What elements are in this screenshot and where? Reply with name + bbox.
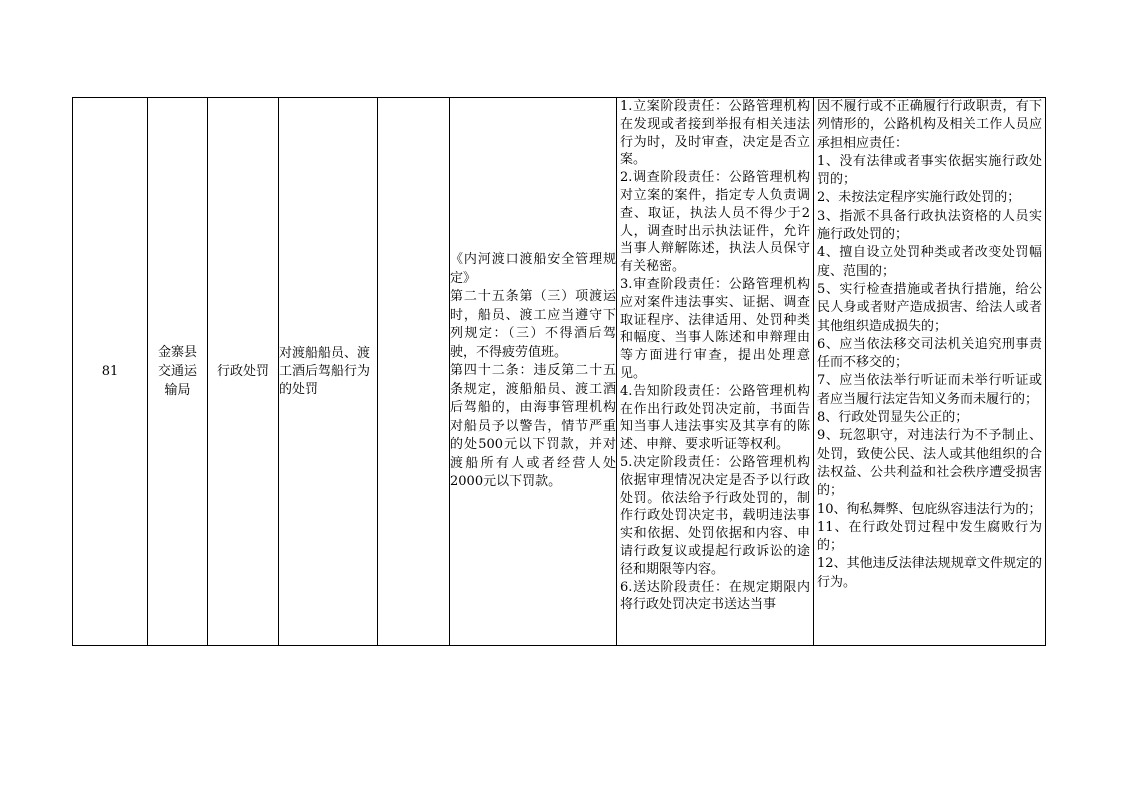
department-cell: 金寨县交通运输局 <box>148 98 208 646</box>
basis-paragraph: 《内河渡口渡船安全管理规定》 <box>450 252 616 286</box>
accountability-item: 8、行政处罚显失公正的； <box>817 410 969 426</box>
responsibility-item: 5.决定阶段责任：公路管理机构依据审理情况决定是否予以行政处罚。依法给予行政处罚的，制作行政处罚决定书，载明违法事实和依据、处罚依据和内容、申请行政复议或提起行政诉讼的途径和期限等内容。 <box>620 454 810 577</box>
responsibility-item: 3.审查阶段责任：公路管理机构应对案件违法事实、证据、调查取证程序、法律适用、处罚种类和幅度、当事人陈述和申辩理由等方面进行审查，提出处理意见。 <box>620 276 810 381</box>
accountability-item: 2、未按法定程序实施行政处罚的； <box>817 190 1021 206</box>
table-row <box>73 98 1046 646</box>
basis-paragraph: 第四十二条：违反第二十五条规定，渡船船员、渡工酒后驾船的，由海事管理机构对船员予以警告，情节严重的处500元以下罚款，并对渡船所有人或者经营人处2000元以下罚款。 <box>450 363 616 490</box>
accountability-item: 1、没有法律或者事实依据实施行政处罚的； <box>817 153 1042 188</box>
responsibility-cell <box>617 98 814 646</box>
accountability-item: 6、应当依法移交司法机关追究刑事责任而不移交的； <box>817 336 1042 371</box>
accountability-cell <box>814 98 1046 646</box>
accountability-item: 9、玩忽职守，对违法行为不予制止、处罚，致使公民、法人或其他组织的合法权益、公共利益和社会秩序遭受损害的； <box>817 428 1042 499</box>
responsibility-item: 6.送达阶段责任：在规定期限内将行政处罚决定书送达当事 <box>620 579 810 613</box>
basis-paragraph: 第二十五条第（三）项渡运时，船员、渡工应当遵守下列规定：（三）不得酒后驾驶，不得疲劳值班。 <box>450 289 616 360</box>
accountability-item: 3、指派不具备行政执法资格的人员实施行政处罚的； <box>817 208 1042 243</box>
power-item-cell: 对渡船船员、渡工酒后驾船行为的处罚 <box>279 98 378 646</box>
row-number: 81 <box>73 98 148 646</box>
accountability-item: 12、其他违反法律法规规章文件规定的行为。 <box>817 556 1042 590</box>
legal-basis-cell <box>450 98 617 646</box>
power-type-cell: 行政处罚 <box>208 98 279 646</box>
responsibility-item: 4.告知阶段责任：公路管理机构在作出行政处罚决定前，书面告知当事人违法事实及其享有的陈述、申辩、要求听证等权利。 <box>620 383 810 453</box>
responsibility-item: 1.立案阶段责任：公路管理机构在发现或者接到举报有相关违法行为时，及时审查，决定是否立案。 <box>620 99 810 168</box>
accountability-item: 11、在行政处罚过程中发生腐败行为的； <box>817 519 1042 554</box>
subitem-cell <box>378 98 450 646</box>
accountability-item: 7、应当依法举行听证而未举行听证或者应当履行法定告知义务而未履行的； <box>817 373 1042 407</box>
accountability-item: 4、擅自设立处罚种类或者改变处罚幅度、范围的； <box>817 245 1042 279</box>
power-list-table <box>72 97 1046 646</box>
accountability-item: 10、徇私舞弊、包庇纵容违法行为的； <box>817 501 1042 517</box>
responsibility-item: 2.调查阶段责任：公路管理机构对立案的案件，指定专人负责调查、取证，执法人员不得少于2人，调查时出示执法证件，允许当事人辩解陈述，执法人员保守有关秘密。 <box>620 170 810 275</box>
accountability-item: 因不履行或不正确履行行政职责，有下列情形的，公路机构及相关工作人员应承担相应责任： <box>817 99 1042 151</box>
accountability-item: 5、实行检查措施或者执行措施，给公民人身或者财产造成损害、给法人或者其他组织造成损失的； <box>817 281 1042 334</box>
